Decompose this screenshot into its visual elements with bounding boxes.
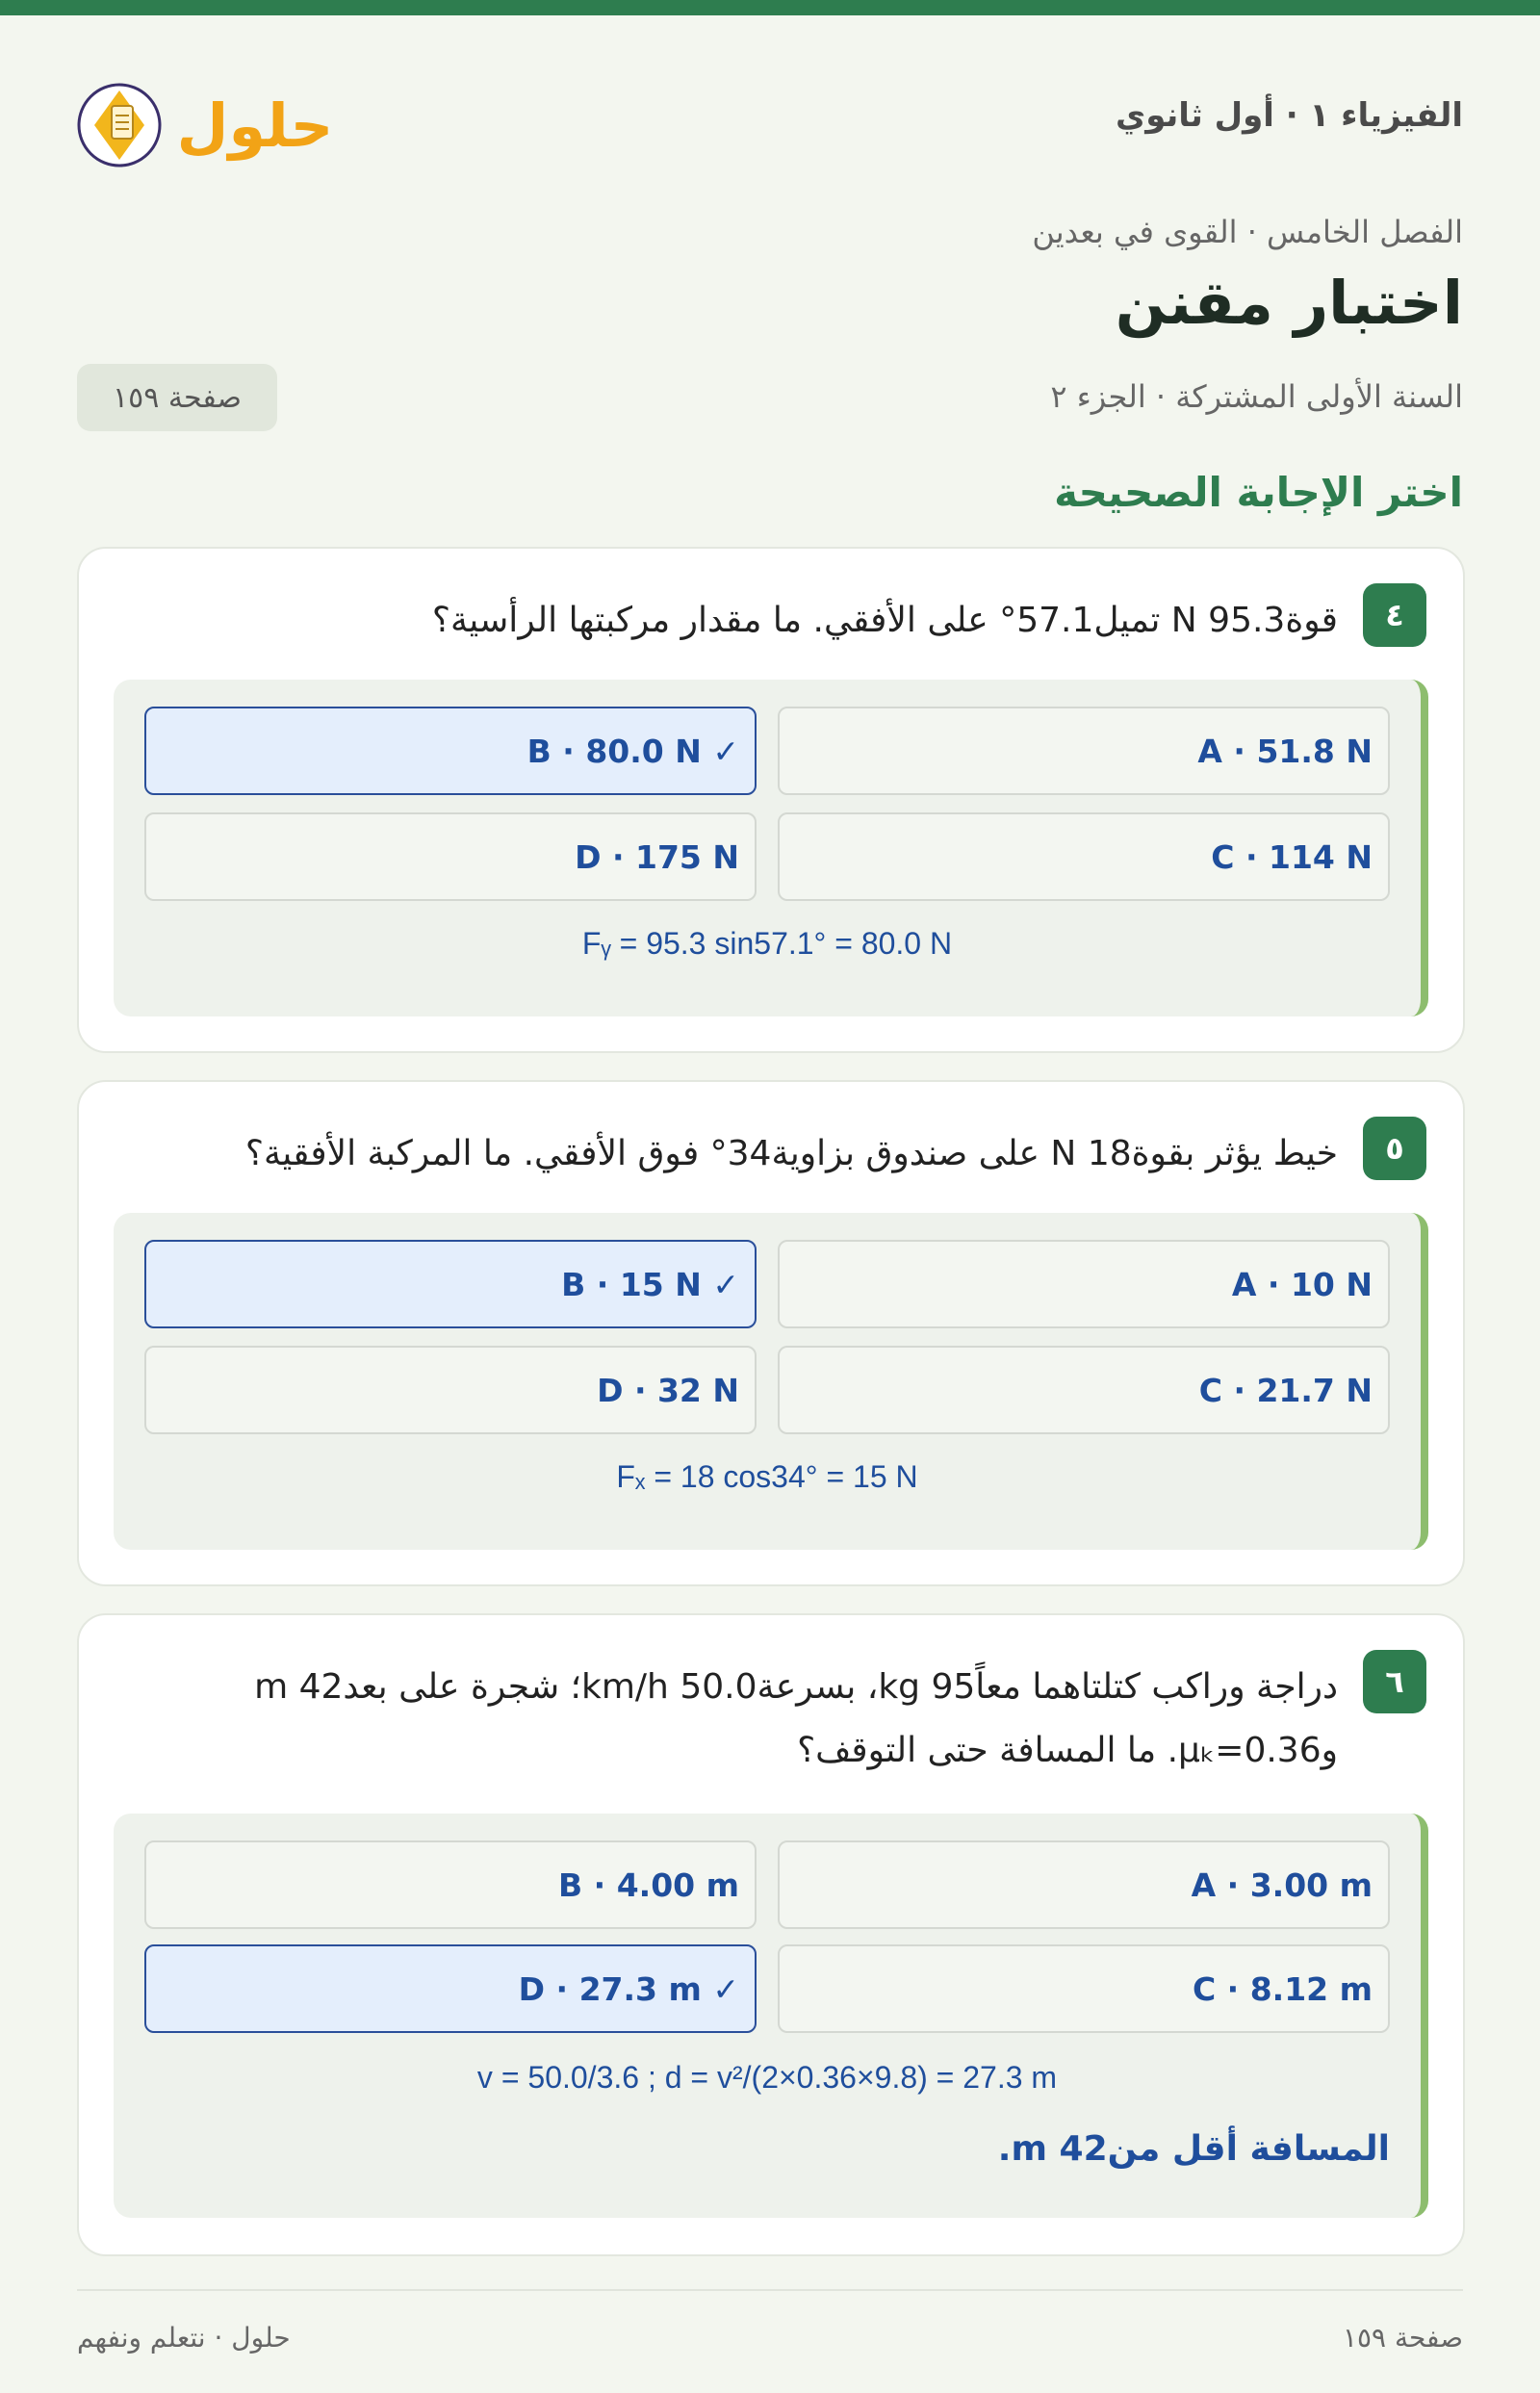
logo-wordmark: حلول: [176, 90, 334, 161]
option-d[interactable]: D · 32 N: [144, 1346, 757, 1434]
page-title: اختبار مقنن: [1115, 268, 1463, 338]
option-b[interactable]: B · 4.00 m: [144, 1840, 757, 1929]
footer-divider: [77, 2289, 1463, 2291]
solution-formula: Fᵧ = 95.3 sin57.1° = 80.0 N: [581, 926, 953, 961]
answer-panel: [114, 680, 1428, 1016]
answer-panel: [114, 1213, 1428, 1550]
question-card-4: [77, 547, 1465, 1053]
option-a[interactable]: A · 3.00 m: [778, 1840, 1390, 1929]
footer-page-number: صفحة ١٥٩: [1342, 2322, 1463, 2354]
section-title: اختر الإجابة الصحيحة: [1054, 469, 1463, 516]
page-badge: صفحة ١٥٩: [77, 364, 277, 431]
option-c[interactable]: C · 8.12 m: [778, 1944, 1390, 2033]
question-card-6: [77, 1613, 1465, 2256]
solution-note: المسافة أقل من42 m.: [997, 2129, 1390, 2169]
option-c[interactable]: C · 21.7 N: [778, 1346, 1390, 1434]
option-a[interactable]: A · 10 N: [778, 1240, 1390, 1328]
question-card-5: [77, 1080, 1465, 1586]
solution-formula: Fₓ = 18 cos34° = 15 N: [616, 1459, 918, 1494]
grade-meta: السنة الأولى المشتركة · الجزء ٢: [1050, 378, 1463, 415]
option-b-correct[interactable]: ✓ B · 80.0 N: [144, 707, 757, 795]
question-text: دراجة وراكب كتلتاهما معاً95 kg، بسرعة50.0 km/h؛ شجرة على بعد42 m وμₖ=0.36. ما المسافة حتى التوقف؟: [254, 1667, 1338, 1770]
option-d[interactable]: D · 175 N: [144, 812, 757, 901]
answer-panel: [114, 1814, 1428, 2218]
question-text: قوة95.3 N تميل57.1° على الأفقي. ما مقدار مركبتها الرأسية؟: [431, 601, 1338, 640]
chapter-subtitle: الفصل الخامس · القوى في بعدين: [1032, 214, 1463, 250]
option-d-correct[interactable]: ✓ D · 27.3 m: [144, 1944, 757, 2033]
question-number: ٤: [1363, 583, 1426, 647]
subject-title: الفيزياء ١ · أول ثانوي: [1116, 96, 1463, 135]
question-number: ٦: [1363, 1650, 1426, 1713]
top-accent-bar: [0, 0, 1540, 15]
page-header: [77, 58, 1463, 173]
option-a[interactable]: A · 51.8 N: [778, 707, 1390, 795]
hlool-logo: [77, 77, 346, 173]
solution-formula: v = 50.0/3.6 ; d = v²/(2×0.36×9.8) = 27.3 m: [476, 2060, 1058, 2095]
footer-tagline: حلول · نتعلم ونفهم: [77, 2322, 291, 2354]
option-b-correct[interactable]: ✓ B · 15 N: [144, 1240, 757, 1328]
question-number: ٥: [1363, 1117, 1426, 1180]
question-text: خيط يؤثر بقوة18 N على صندوق بزاوية34° فوق الأفقي. ما المركبة الأفقية؟: [244, 1134, 1338, 1173]
option-c[interactable]: C · 114 N: [778, 812, 1390, 901]
